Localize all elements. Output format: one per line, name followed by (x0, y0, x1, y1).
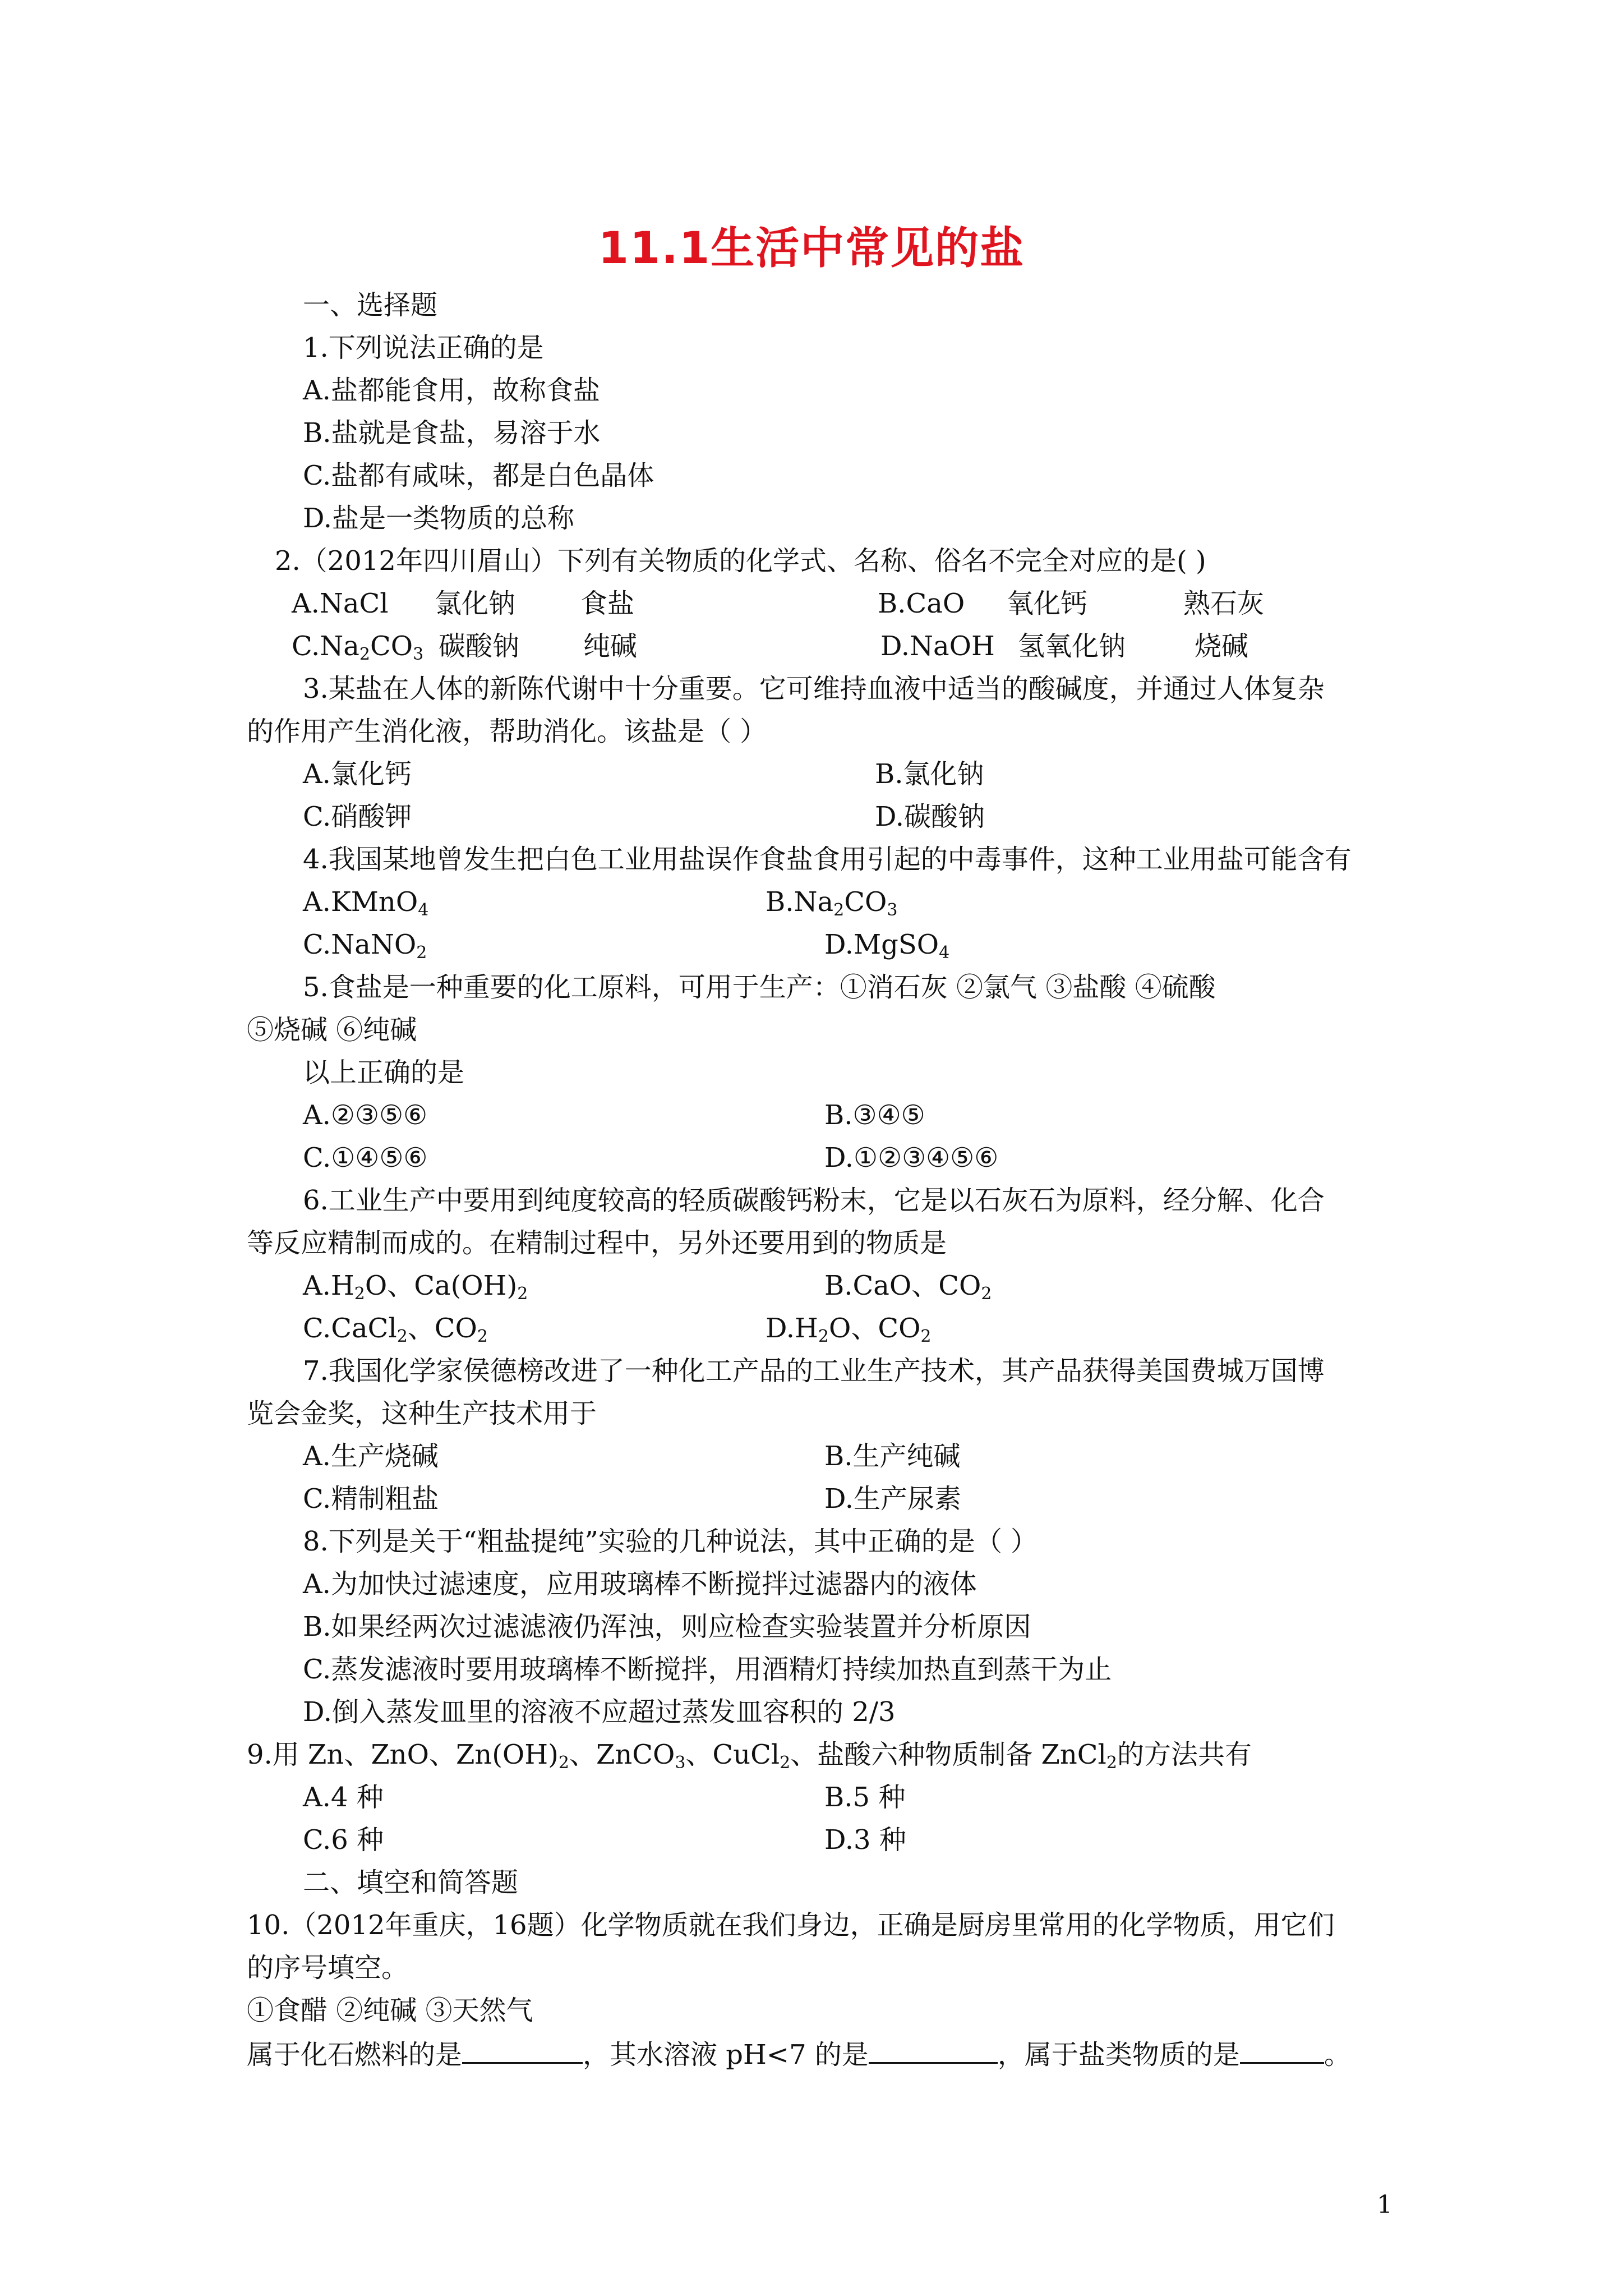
q6-option-b: B.CaO、$CO_2$ (824, 1270, 992, 1304)
q3-option-b: B.氯化钠 (875, 758, 984, 790)
q6-stem-line1: 6.工业生产中要用到纯度较高的轻质碳酸钙粉末，它是以石灰石为原料，经分解、化合 (303, 1185, 1325, 1216)
q1-option-a: A.盐都能食用，故称食盐 (303, 375, 600, 406)
q2-d-common: 烧碱 (1195, 631, 1249, 662)
q9-stem: 9.用 Zn、ZnO、$Zn(OH)_2$、ZnCO$_3$、CuCl$_2$、盐酸六种物质制备 ZnCl$_2$的方法共有 (247, 1739, 1252, 1773)
q8-option-d: D.倒入蒸发皿里的溶液不应超过蒸发皿容积的 2/3 (303, 1696, 896, 1728)
q5-option-a: A.②③⑤⑥ (303, 1099, 428, 1131)
q4-option-c: C.NaNO$_2$ (303, 929, 427, 963)
q3-stem-line2: 的作用产生消化液，帮助消化。该盐是（ ） (247, 716, 767, 747)
page-number: 1 (1377, 2191, 1393, 2219)
q3-stem-line1: 3.某盐在人体的新陈代谢中十分重要。它可维持血液中适当的酸碱度，并通过人体复杂 (303, 673, 1325, 705)
q5-option-d: D.①②③④⑤⑥ (824, 1142, 999, 1174)
q5-stem-line1: 5.食盐是一种重要的化工原料，可用于生产：①消石灰 ②氯气 ③盐酸 ④硫酸 (303, 972, 1216, 1003)
q7-option-a: A.生产烧碱 (303, 1441, 439, 1472)
q2-b-common: 熟石灰 (1183, 588, 1265, 619)
q3-option-d: D.碳酸钠 (875, 801, 985, 832)
q10-fill-line: 属于化石燃料的是 ，其水溶液 pH<7 的是 ，属于盐类物质的是 。 (247, 2039, 1351, 2070)
q8-option-a: A.为加快过滤速度，应用玻璃棒不断搅拌过滤器内的液体 (303, 1568, 977, 1600)
section-heading-fill: 二、填空和简答题 (303, 1867, 519, 1898)
q2-stem: 2.（2012年四川眉山）下列有关物质的化学式、名称、俗名不完全对应的是( ) (275, 545, 1206, 577)
q2-a-common: 食盐 (580, 588, 635, 619)
q4-option-b: $B.Na_2CO_3$ (766, 886, 898, 920)
q10-stem-line2: 的序号填空。 (247, 1952, 409, 1984)
q2-c-formula: $C.Na_2CO_3$ (292, 631, 424, 664)
q4-stem: 4.我国某地曾发生把白色工业用盐误作食盐食用引起的中毒事件，这种工业用盐可能含有 (303, 844, 1352, 875)
q3-option-a: A.氯化钙 (303, 758, 412, 790)
q8-stem: 8.下列是关于“粗盐提纯”实验的几种说法，其中正确的是（ ） (303, 1526, 1038, 1557)
q5-stem-line2: ⑤烧碱 ⑥纯碱 (247, 1014, 417, 1046)
q1-option-d: D.盐是一类物质的总称 (303, 503, 575, 534)
q9-option-a: A.4 种 (303, 1782, 384, 1813)
q2-a-name: 氯化钠 (435, 588, 516, 619)
q6-option-c: C.CaCl$_2$、$CO_2$ (303, 1313, 488, 1346)
q10-options: ①食醋 ②纯碱 ③天然气 (247, 1995, 533, 2026)
q10-blank-2[interactable] (869, 2040, 998, 2064)
q1-option-b: B.盐就是食盐，易溶于水 (303, 417, 601, 449)
q6-option-a: $A.H_2O$、$Ca(OH)_2$ (303, 1270, 528, 1304)
q5-option-c: C.①④⑤⑥ (303, 1142, 428, 1174)
q5-option-b: B.③④⑤ (824, 1099, 925, 1131)
q2-c-common: 纯碱 (583, 631, 638, 662)
q10-stem-line1: 10.（2012年重庆，16题）化学物质就在我们身边，正确是厨房里常用的化学物质，用它们 (247, 1910, 1335, 1941)
q6-stem-line2: 等反应精制而成的。在精制过程中，另外还要用到的物质是 (247, 1227, 947, 1259)
q10-blank-3[interactable] (1240, 2040, 1324, 2064)
section-heading-choice: 一、选择题 (303, 289, 438, 321)
q5-stem-line3: 以上正确的是 (303, 1057, 465, 1088)
q6-option-d: $D.H_2O$、$CO_2$ (766, 1313, 932, 1346)
q2-b-formula: B.CaO (878, 588, 965, 619)
q2-b-name: 氧化钙 (1007, 588, 1088, 619)
q9-option-b: B.5 种 (824, 1782, 906, 1813)
q1-option-c: C.盐都有咸味，都是白色晶体 (303, 460, 654, 491)
q2-d-name: 氢氧化钠 (1018, 631, 1126, 662)
q9-option-c: C.6 种 (303, 1824, 384, 1856)
q2-c-name: 碳酸钠 (439, 631, 520, 662)
q2-a-formula: A.NaCl (292, 588, 389, 619)
q7-option-d: D.生产尿素 (824, 1483, 962, 1515)
q9-option-d: D.3 种 (824, 1824, 906, 1856)
q2-d-formula: D.NaOH (880, 631, 995, 662)
page-title: 11.1生活中常见的盐 (598, 223, 1025, 274)
q4-option-d: D.MgSO$_4$ (824, 929, 950, 963)
q7-option-b: B.生产纯碱 (824, 1441, 961, 1472)
q10-blank-1[interactable] (462, 2040, 583, 2064)
q3-option-c: C.硝酸钾 (303, 801, 412, 832)
q8-option-b: B.如果经两次过滤滤液仍浑浊，则应检查实验装置并分析原因 (303, 1611, 1031, 1642)
q4-option-a: A.KMnO$_4$ (303, 886, 429, 920)
q8-option-c: C.蒸发滤液时要用玻璃棒不断搅拌，用酒精灯持续加热直到蒸干为止 (303, 1654, 1112, 1685)
q7-stem-line1: 7.我国化学家侯德榜改进了一种化工产品的工业生产技术，其产品获得美国费城万国博 (303, 1355, 1325, 1387)
q7-stem-line2: 览会金奖，这种生产技术用于 (247, 1398, 597, 1429)
q7-option-c: C.精制粗盐 (303, 1483, 439, 1515)
q1-stem: 1.下列说法正确的是 (303, 332, 544, 364)
